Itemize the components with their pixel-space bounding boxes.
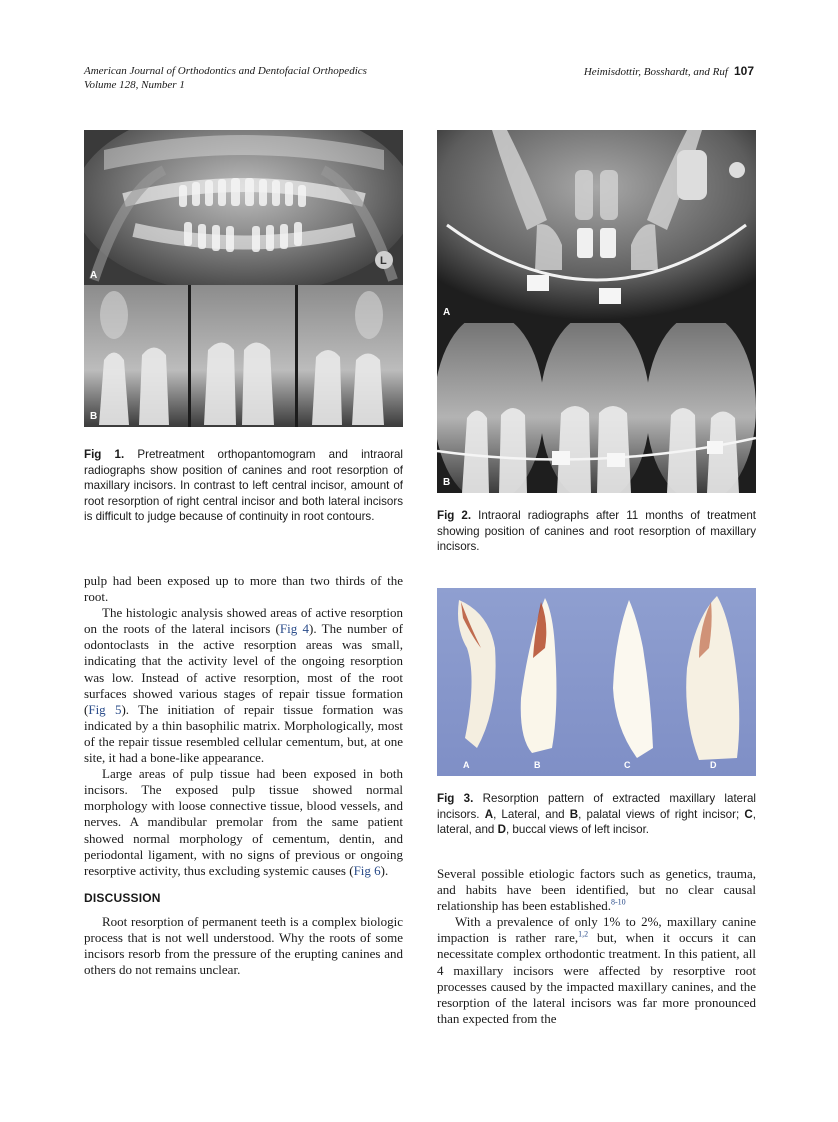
- text-run: ). The initiation of repair tissue formation was indicated by a thin basophilic matrix. Morphologically, most of the repair tissue resembled cellular cementum, but, at one site, it had a bone-like appearance.: [84, 701, 403, 766]
- fig3-caption: [437, 791, 756, 838]
- text-run: but, when it occurs it can necessitate complex orthodontic treatment. In this patient, all 4 maxillary incisors were affected by resorptive root processes caused by the impacted maxillary canines, and the resorption of the lateral incisors was far more pronounced than expected from the: [437, 930, 757, 1026]
- fig3-caption-label: Fig 3.: [437, 792, 474, 805]
- fig3-panel-d-label: D: [710, 760, 717, 770]
- fig3-caption-text: Resorption pattern of extracted maxillary lateral incisors.: [437, 792, 756, 821]
- fig3-caption-a: A: [484, 807, 494, 821]
- paragraph-canine-impaction: [437, 914, 756, 1027]
- text-run: With a prevalence of only 1% to 2%, maxillary canine impaction is rather rare,: [437, 914, 756, 946]
- fig3-panel-c-label: C: [624, 760, 631, 770]
- running-header-journal: [84, 64, 367, 92]
- fig3-caption-c: C: [744, 807, 753, 821]
- text-run: ).: [380, 862, 389, 878]
- fig3-caption-c-text: , lateral, and: [437, 807, 756, 837]
- fig1-panel-a-label: A: [90, 270, 98, 281]
- paragraph-pulp-exposure: pulp had been exposed up to more than two thirds of the root.: [84, 573, 403, 605]
- fig1-caption-text: Pretreatment orthopantomogram and intraoral radiographs show position of canines and root resorption of maxillary incisors. In contrast to left central incisor, amount of root resorption of right central incisor and both lateral incisors is difficult to judge because of continuity in root contours.: [84, 448, 403, 524]
- panorama-side-marker: L: [380, 255, 387, 267]
- fig2-panel-a-radiograph: [437, 130, 756, 320]
- fig3-panel-b-label: B: [534, 760, 541, 770]
- fig1-caption-label: Fig 1.: [84, 448, 125, 461]
- fig5-reference-link[interactable]: Fig 5: [88, 701, 122, 717]
- journal-title: American Journal of Orthodontics and Dentofacial Orthopedics: [84, 65, 367, 77]
- fig1-panoramic-radiograph: [84, 130, 403, 285]
- fig1-panel-b-label: B: [90, 411, 98, 422]
- text-run: Large areas of pulp tissue had been exposed in both incisors. The exposed pulp tissue showed normal morphology with loose connective tissue, blood vessels, and nerves. A mandibular premolar from the same patient showed normal morphology of cementum, dentin, and periodontal ligament, with no signs of previous or ongoing resorptive activity, thus excluding systemic causes (: [84, 766, 403, 878]
- fig3-caption-a-text: , Lateral, and: [493, 807, 565, 821]
- fig3-caption-b: B: [569, 807, 579, 821]
- fig2-panel-b-radiographs: [437, 323, 756, 493]
- fig2-caption-text: Intraoral radiographs after 11 months of treatment showing position of canines and root resorption of maxillary incisors.: [437, 509, 756, 554]
- figure-1: [84, 130, 403, 427]
- fig1-caption: [84, 447, 403, 525]
- fig3-caption-d-text: , buccal views of left incisor.: [505, 823, 650, 837]
- paragraph-root-resorption: Root resorption of permanent teeth is a complex biologic process that is not well understood. Why the roots of some incisors resorb from the pressure of the erupting canines and others do not remains unclear.: [84, 913, 403, 978]
- fig3-caption-d: D: [497, 823, 506, 837]
- fig4-reference-link[interactable]: Fig 4: [279, 621, 310, 637]
- figure-2: [437, 130, 756, 493]
- right-text-column: [437, 866, 756, 1027]
- journal-volume: Volume 128, Number 1: [84, 79, 185, 91]
- citation-8-10[interactable]: 8-10: [611, 897, 626, 907]
- citation-1-2[interactable]: 1,2: [578, 930, 589, 940]
- fig3-caption-b-text: , palatal views of right incisor;: [578, 807, 740, 821]
- figure-3: [437, 588, 756, 776]
- text-run: Several possible etiologic factors such as genetics, trauma, and habits have been identified, but no clear causal relationship has been established.: [437, 866, 756, 914]
- left-text-column: [84, 573, 403, 978]
- fig2-caption: [437, 508, 756, 555]
- text-run: ). The number of odontoclasts in the active resorption areas was small, indicating that the activity level of the ongoing resorption was low. Instead of active resorption, most of the root surfaces showed various stages of repair tissue formation (: [84, 621, 404, 717]
- fig2-panel-a-label: A: [443, 307, 451, 318]
- fig3-panel-a-label: A: [463, 760, 470, 770]
- fig2-caption-label: Fig 2.: [437, 509, 472, 522]
- running-header-authors: [584, 64, 754, 79]
- section-heading-discussion: DISCUSSION: [84, 890, 161, 905]
- page-number: 107: [733, 64, 754, 78]
- fig2-panel-b-label: B: [443, 477, 451, 488]
- fig6-reference-link[interactable]: Fig 6: [353, 862, 381, 878]
- authors: Heimisdottir, Bosshardt, and Ruf: [583, 66, 728, 78]
- paragraph-histologic-analysis: [84, 605, 403, 766]
- text-run: The histologic analysis showed areas of active resorption on the roots of the lateral incisors (: [84, 605, 403, 637]
- paragraph-pulp-tissue: [84, 766, 403, 879]
- fig3-extracted-incisors-photo: [437, 588, 756, 776]
- fig1-intraoral-radiographs: [84, 285, 403, 427]
- paragraph-etiologic-factors: [437, 866, 756, 914]
